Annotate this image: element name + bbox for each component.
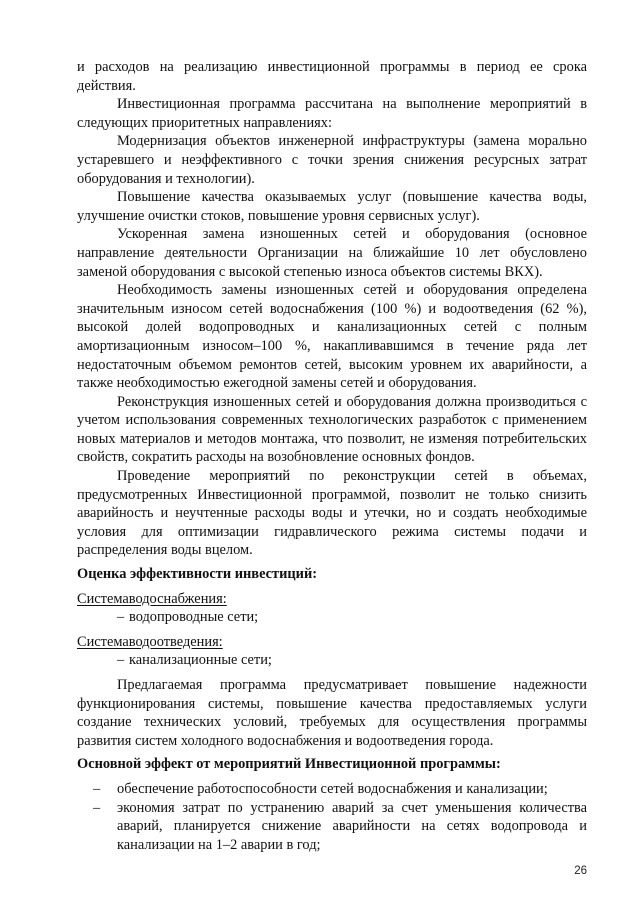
effect-text: экономия затрат по устранению аварий за счет уменьшения количества аварий, планируется снижение аварийности на сетях водопровода и канализации на 1–2 аварии в год; — [117, 799, 587, 853]
paragraph-modernization: Модернизация объектов инженерной инфраструктуры (замена морально устаревшего и неэффективного с точки зрения снижения ресурсных затрат оборудования и технологии). — [77, 133, 587, 187]
effect-text: обеспечение работоспособности сетей водоснабжения и канализации; — [117, 780, 548, 797]
list-item-sewer-networks: – канализационные сети; — [117, 651, 587, 670]
paragraph-program-proposal: Предлагаемая программа предусматривает повышение надежности функционирования системы, повышение качества предоставляемых услуги создание технических условий, требуемых для осуществления программы развития систем холодного водоснабжения и водоотведения города. — [77, 677, 587, 749]
paragraph-replacement-necessity: Необходимость замены изношенных сетей и оборудования определена значительным износом сетей водоснабжения (100 %) и водоотведения (62 %), высокой долей водопроводных и канализационных сетей с полным амортизационным износом–100 %, накапливавшимся в течение ряда лет недостаточным объемом ремонтов сетей, высоким уровнем их аварийности, а также необходимостью ежегодной замены сетей и оборудования. — [77, 282, 587, 392]
list-item-effect — [77, 799, 587, 855]
subheading-water-disposal: Системаводоотведения: — [77, 633, 223, 650]
dash-marker: – — [93, 780, 101, 797]
page-number: 26 — [574, 865, 587, 877]
paragraph-service-quality: Повышение качества оказываемых услуг (повышение качества воды, улучшение очистки стоков, повышение уровня сервисных услуг). — [77, 189, 587, 224]
paragraph-priority-directions: Инвестиционная программа рассчитана на выполнение мероприятий в следующих приоритетных направлениях: — [77, 96, 587, 131]
paragraph-reconstruction: Реконструкция изношенных сетей и оборудования должна производиться с учетом использования современных технологических разработок с применением новых материалов и методов монтажа, что позволит, не изменяя потребительских свойств, сократить расходы на возобновление основных фондов. — [77, 393, 587, 466]
heading-main-effect: Основной эффект от мероприятий Инвестиционной программы: — [77, 756, 501, 773]
paragraph-intro-continuation: и расходов на реализацию инвестиционной программы в период ее срока действия. — [77, 59, 587, 94]
list-item-effect — [77, 780, 587, 799]
effects-list — [77, 780, 587, 854]
document-page — [77, 58, 587, 854]
heading-investment-efficiency: Оценка эффективности инвестиций: — [77, 566, 318, 583]
subheading-water-supply: Системаводоснабжения: — [77, 590, 227, 607]
paragraph-measures: Проведение мероприятий по реконструкции сетей в объемах, предусмотренных Инвестиционной программой, позволит не только снизить аварийность и неучтенные расходы воды и утечки, но и создать необходимые условия для оптимизации гидравлического режима системы подачи и распределения воды вцелом. — [77, 468, 587, 559]
dash-marker: – — [93, 799, 101, 816]
list-item-water-networks: – водопроводные сети; — [117, 608, 587, 627]
paragraph-network-replacement: Ускоренная замена изношенных сетей и оборудования (основное направление деятельности Организации на ближайшие 10 лет обусловлено заменой оборудования с высокой степенью износа объектов системы ВКХ). — [77, 226, 587, 280]
